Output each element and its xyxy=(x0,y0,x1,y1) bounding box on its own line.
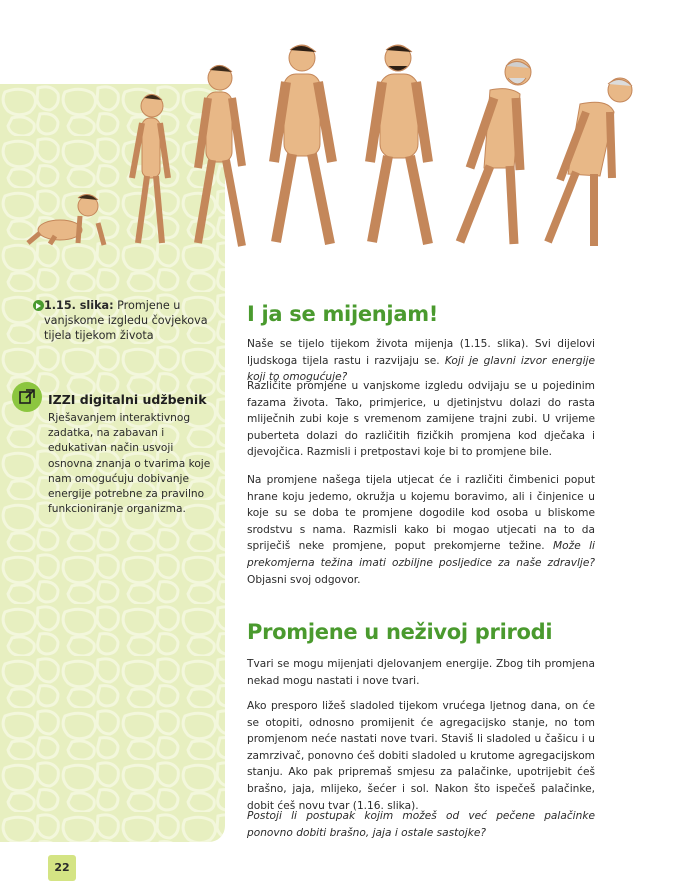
section2-heading: Promjene u neživoj prirodi xyxy=(247,620,553,644)
section1-p1-text: Naše se tijelo tijekom života mijenja (1.15. slika). Svi dijelovi ljudskoga tijela rastu i razvijaju se. xyxy=(247,338,595,367)
figure-teen xyxy=(198,65,242,246)
izzi-title: IZZI digitalni udžbenik xyxy=(48,392,207,407)
section2-paragraph-3 xyxy=(247,808,595,841)
human-growth-figure xyxy=(20,38,650,258)
figure-caption xyxy=(44,298,222,343)
figure-young-man xyxy=(274,45,332,244)
section2-paragraph-1: Tvari se mogu mijenjati djelovanjem energije. Zbog tih promjena nekad mogu nastati i nove tvari. xyxy=(247,658,595,687)
izzi-logo-icon xyxy=(12,382,42,412)
figure-adult xyxy=(370,45,428,244)
section1-p3-question: Može li prekomjerna težina imati ozbiljne posljedice za naše zdravlje? xyxy=(247,540,595,569)
figure-elderly-man xyxy=(548,78,632,246)
figure-baby xyxy=(28,194,104,245)
section1-paragraph-2: Različite promjene u vanjskome izgledu odvijaju se u pojedinim fazama života. Tako, primjerice, u djetinjstvu dolazi do rasta mliječnih zubi koje s vremenom zamijene trajni zubi. U vrijeme puberteta dolazi do različitih fizičkih promjena kod dječaka i djevojčica. Razmisli i pretpostavi koje bi to promjene bile. xyxy=(247,380,595,459)
section1-paragraph-3 xyxy=(247,472,595,588)
caption-label: 1.15. slika: xyxy=(44,299,114,312)
page-number: 22 xyxy=(48,855,76,881)
arrow-right-icon xyxy=(33,300,44,311)
section1-p3-end: Objasni svoj odgovor. xyxy=(247,573,361,586)
caption-text: Promjene u vanjskome izgledu čovjekova tijela tijekom života xyxy=(44,299,208,342)
section1-p3-text: Na promjene našega tijela utjecat će i različiti čimbenici poput hrane koju jedemo, okružja u kojemu boravimo, ali i činjenice u koje su se doba te promjene dogodile kod osoba u bliskome srodstvu s nama. Razmisli kako bi mogao utjecati na to da spriječiš neke promjene, poput prekomjerne težine. xyxy=(247,474,595,553)
section2-paragraph-2: Ako presporo ližeš sladoled tijekom vrućega ljetnog dana, on će se otopiti, odnosno promijenit će agregacijsko stanje, no tom promjenom neće nastati nove tvari. Staviš li sladoled u čašicu i u zamrzivač, ponovno ćeš dobiti sladoled u krutome agregacijskom stanju. Ako pak pripremaš smjesu za palačinke, upotrijebit ćeš brašno, jaja, mlijeko, šećer i sol. Nakon što ispečeš palačinke, dobit ćeš novu tvar (1.16. slika). xyxy=(247,700,595,812)
section1-p1-question: Koji je glavni izvor energije koji to omogućuje? xyxy=(247,354,595,384)
figure-child xyxy=(132,94,168,243)
section2-p3-question: Postoji li postupak kojim možeš od već pečene palačinke ponovno dobiti brašno, jaja i ostale sastojke? xyxy=(247,810,595,839)
figure-older-man xyxy=(460,59,531,244)
human-growth-illustration xyxy=(20,38,650,258)
izzi-text: Rješavanjem interaktivnog zadatka, na zabavan i edukativan način usvoji osnovna znanja o tvarima koje nam omogućuju dobivanje energije potrebne za pravilno funkcioniranje organizma. xyxy=(48,412,211,516)
section1-heading: I ja se mijenjam! xyxy=(247,302,439,326)
